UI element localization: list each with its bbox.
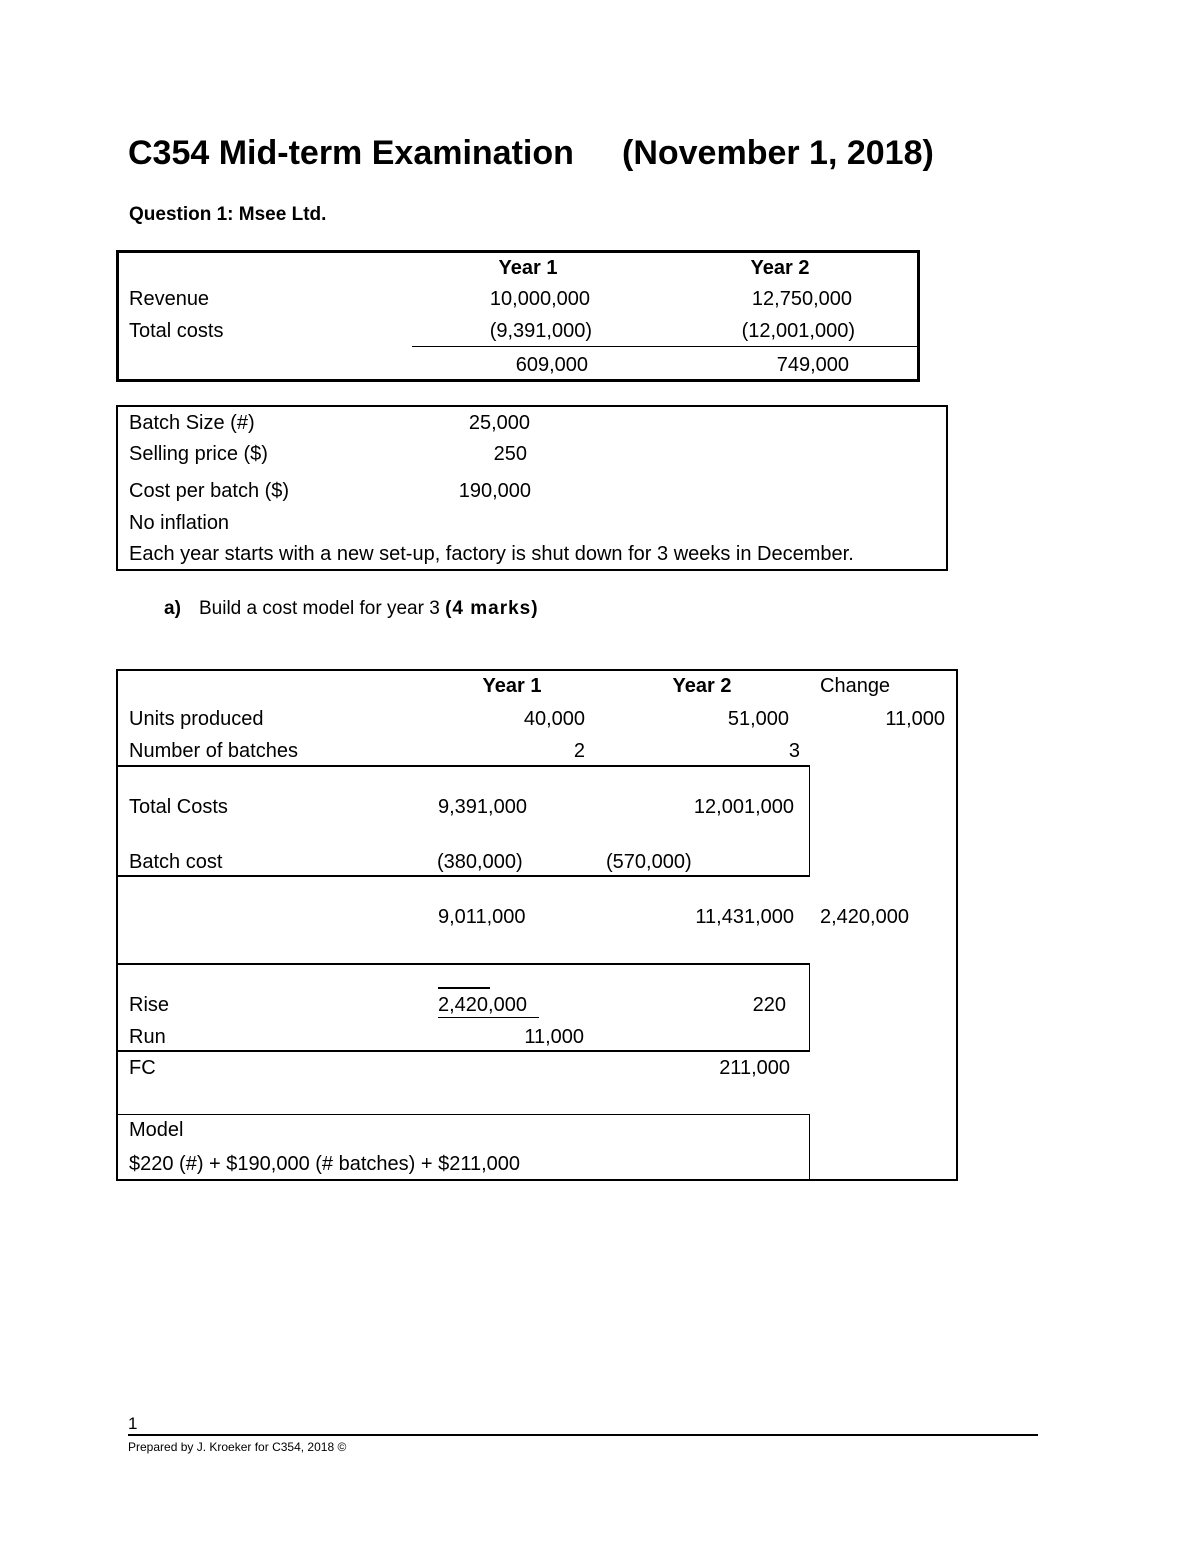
rise-value: 2,420,000 [438, 994, 527, 1016]
part-a-instruction: Build a cost model for year 3 [199, 598, 440, 619]
units-year2: 51,000 [727, 708, 789, 730]
selling-price-label: Selling price ($) [129, 443, 268, 465]
model-year2-header: Year 2 [672, 675, 732, 697]
variable-costs-change: 2,420,000 [820, 906, 909, 928]
total-costs-label: Total costs [129, 320, 224, 342]
units-label: Units produced [129, 708, 264, 730]
income-year1-header: Year 1 [498, 257, 558, 279]
rise-underline [438, 1017, 539, 1018]
model-rule-4 [117, 1050, 810, 1052]
run-label: Run [129, 1026, 166, 1048]
model-inner-right-1 [809, 765, 810, 877]
total-costs-year1: (9,391,000) [489, 320, 592, 342]
model-rule-5 [117, 1114, 810, 1115]
rise-label: Rise [129, 994, 170, 1016]
page-title: C354 Mid-term Examination [128, 134, 574, 172]
fc-label: FC [129, 1057, 156, 1079]
model-total-costs-label: Total Costs [129, 796, 228, 818]
batch-cost-year1: (380,000) [437, 851, 523, 873]
batch-size-label: Batch Size (#) [129, 412, 255, 434]
part-a-marker: a) [164, 598, 181, 619]
batch-cost-label: Batch cost [129, 851, 223, 873]
batches-year2: 3 [788, 740, 800, 762]
exam-date: (November 1, 2018) [622, 134, 934, 172]
batch-size-value: 25,000 [468, 412, 530, 434]
batches-label: Number of batches [129, 740, 298, 762]
model-label: Model [129, 1119, 184, 1141]
model-total-costs-year2: 12,001,000 [693, 796, 794, 818]
net-year1: 609,000 [515, 354, 588, 376]
run-value: 11,000 [524, 1026, 584, 1048]
income-year2-header: Year 2 [750, 257, 810, 279]
model-rule-2 [117, 875, 810, 877]
model-rule-3 [117, 963, 810, 965]
selling-price-value: 250 [493, 443, 527, 465]
batches-year1: 2 [573, 740, 585, 762]
footer-rule [128, 1434, 1038, 1436]
total-costs-year2: (12,001,000) [741, 320, 855, 342]
cost-per-batch-value: 190,000 [458, 480, 531, 502]
fc-value: 211,000 [719, 1057, 790, 1079]
model-total-costs-year1: 9,391,000 [438, 796, 527, 818]
units-year1: 40,000 [523, 708, 585, 730]
setup-note: Each year starts with a new set-up, factory is shut down for 3 weeks in December. [129, 543, 854, 565]
part-a-marks: (4 marks) [445, 598, 539, 619]
model-change-header: Change [820, 675, 891, 697]
model-inner-right-3 [809, 1114, 810, 1180]
question-heading: Question 1: Msee Ltd. [129, 204, 327, 225]
batch-cost-year2: (570,000) [606, 851, 692, 873]
cost-per-batch-label: Cost per batch ($) [129, 480, 290, 502]
part-a-text [199, 598, 539, 620]
page-number: 1 [128, 1414, 138, 1433]
revenue-year1: 10,000,000 [489, 288, 590, 310]
net-year2: 749,000 [776, 354, 849, 376]
rise-overline [438, 987, 490, 989]
model-formula: $220 (#) + $190,000 (# batches) + $211,000 [129, 1153, 521, 1175]
revenue-year2: 12,750,000 [751, 288, 852, 310]
income-subtotal-rule [412, 346, 918, 347]
model-year1-header: Year 1 [482, 675, 542, 697]
slope-value: 220 [752, 994, 786, 1016]
prepared-by: Prepared by J. Kroeker for C354, 2018 © [128, 1440, 347, 1454]
units-change: 11,000 [885, 708, 945, 730]
no-inflation-text: No inflation [129, 512, 230, 534]
model-rule-1 [117, 765, 810, 767]
variable-costs-year2: 11,431,000 [695, 906, 794, 928]
revenue-label: Revenue [129, 288, 210, 310]
variable-costs-year1: 9,011,000 [438, 906, 526, 928]
model-inner-right-2 [809, 963, 810, 1052]
